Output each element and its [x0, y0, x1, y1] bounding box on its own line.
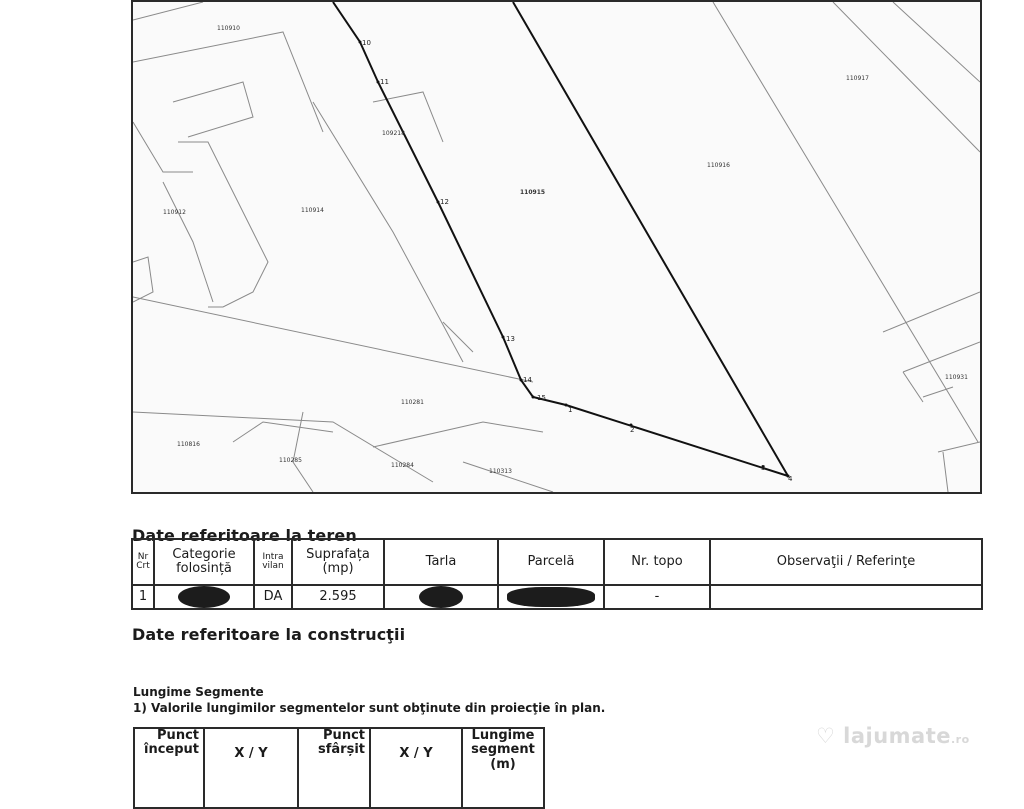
- parcel-label: 110912: [163, 209, 186, 216]
- header-nr: Nr Crt: [132, 539, 154, 585]
- cell-nr-topo: -: [604, 585, 710, 609]
- point-label: 11: [380, 78, 389, 86]
- point-label: 12: [440, 198, 449, 206]
- redaction-blot: [178, 586, 230, 608]
- parcel-label: 110816: [177, 441, 200, 448]
- cell-observatii: [710, 585, 982, 609]
- cell-suprafata: 2.595: [292, 585, 384, 609]
- header-punct-sfarsit: Punct sfârșit: [298, 728, 370, 808]
- cell-parcela: [498, 585, 604, 609]
- header-nr-topo: Nr. topo: [604, 539, 710, 585]
- parcel-label: 110917: [846, 75, 869, 82]
- header-punct-inceput: Punct început: [134, 728, 204, 808]
- parcel-label: 110313: [489, 468, 512, 475]
- teren-heading: Date referitoare la teren: [132, 526, 357, 545]
- teren-data-row: [132, 585, 982, 609]
- parcel-label: 110285: [279, 457, 302, 464]
- parcel-label: 110281: [401, 399, 424, 406]
- segmente-title: Lungime Segmente: [133, 685, 264, 699]
- parcel-label: 109218: [382, 130, 405, 137]
- point-label: 13: [506, 335, 515, 343]
- constructii-heading: Date referitoare la construcţii: [132, 625, 406, 644]
- point-label: 4: [788, 475, 793, 483]
- redaction-blot: [507, 587, 595, 607]
- teren-table: [131, 538, 983, 610]
- point-label: 14: [523, 376, 532, 384]
- parcel-label: 110914: [301, 207, 324, 214]
- teren-header-row: [132, 539, 982, 585]
- watermark-tld: .ro: [951, 733, 970, 746]
- header-lungime: Lungime segment (m): [462, 728, 544, 808]
- header-categorie: Categorie folosință: [154, 539, 254, 585]
- watermark-brand: lajumate: [843, 724, 951, 748]
- parcel-label: 110916: [707, 162, 730, 169]
- header-suprafata: Suprafața (mp): [292, 539, 384, 585]
- point-label: 3: [761, 464, 766, 472]
- header-observatii: Observaţii / Referinţe: [710, 539, 982, 585]
- segmente-table: [133, 727, 545, 809]
- cell-intravilan: DA: [254, 585, 292, 609]
- cadastral-map: [131, 0, 982, 494]
- heart-icon: ♡: [816, 724, 836, 748]
- point-label: 2: [630, 426, 635, 434]
- point-label: 10: [362, 39, 371, 47]
- header-tarla: Tarla: [384, 539, 498, 585]
- redaction-blot: [419, 586, 463, 608]
- parcel-label: 110284: [391, 462, 414, 469]
- watermark-logo: [816, 724, 970, 748]
- parcel-label: 110915: [520, 189, 546, 196]
- parcel-label: 110910: [217, 25, 240, 32]
- point-label: 15: [537, 394, 546, 402]
- header-xy-1: X / Y: [204, 728, 298, 808]
- segmente-header-row: [134, 728, 544, 808]
- cell-tarla: [384, 585, 498, 609]
- header-xy-2: X / Y: [370, 728, 462, 808]
- map-drawing: [133, 2, 980, 492]
- segmente-note: 1) Valorile lungimilor segmentelor sunt obţinute din proiecţie în plan.: [133, 701, 606, 715]
- cell-categorie: [154, 585, 254, 609]
- cell-nr: 1: [132, 585, 154, 609]
- parcel-label: 110931: [945, 374, 968, 381]
- header-parcela: Parcelă: [498, 539, 604, 585]
- point-label: 1: [568, 406, 573, 414]
- header-intravilan: Intra vilan: [254, 539, 292, 585]
